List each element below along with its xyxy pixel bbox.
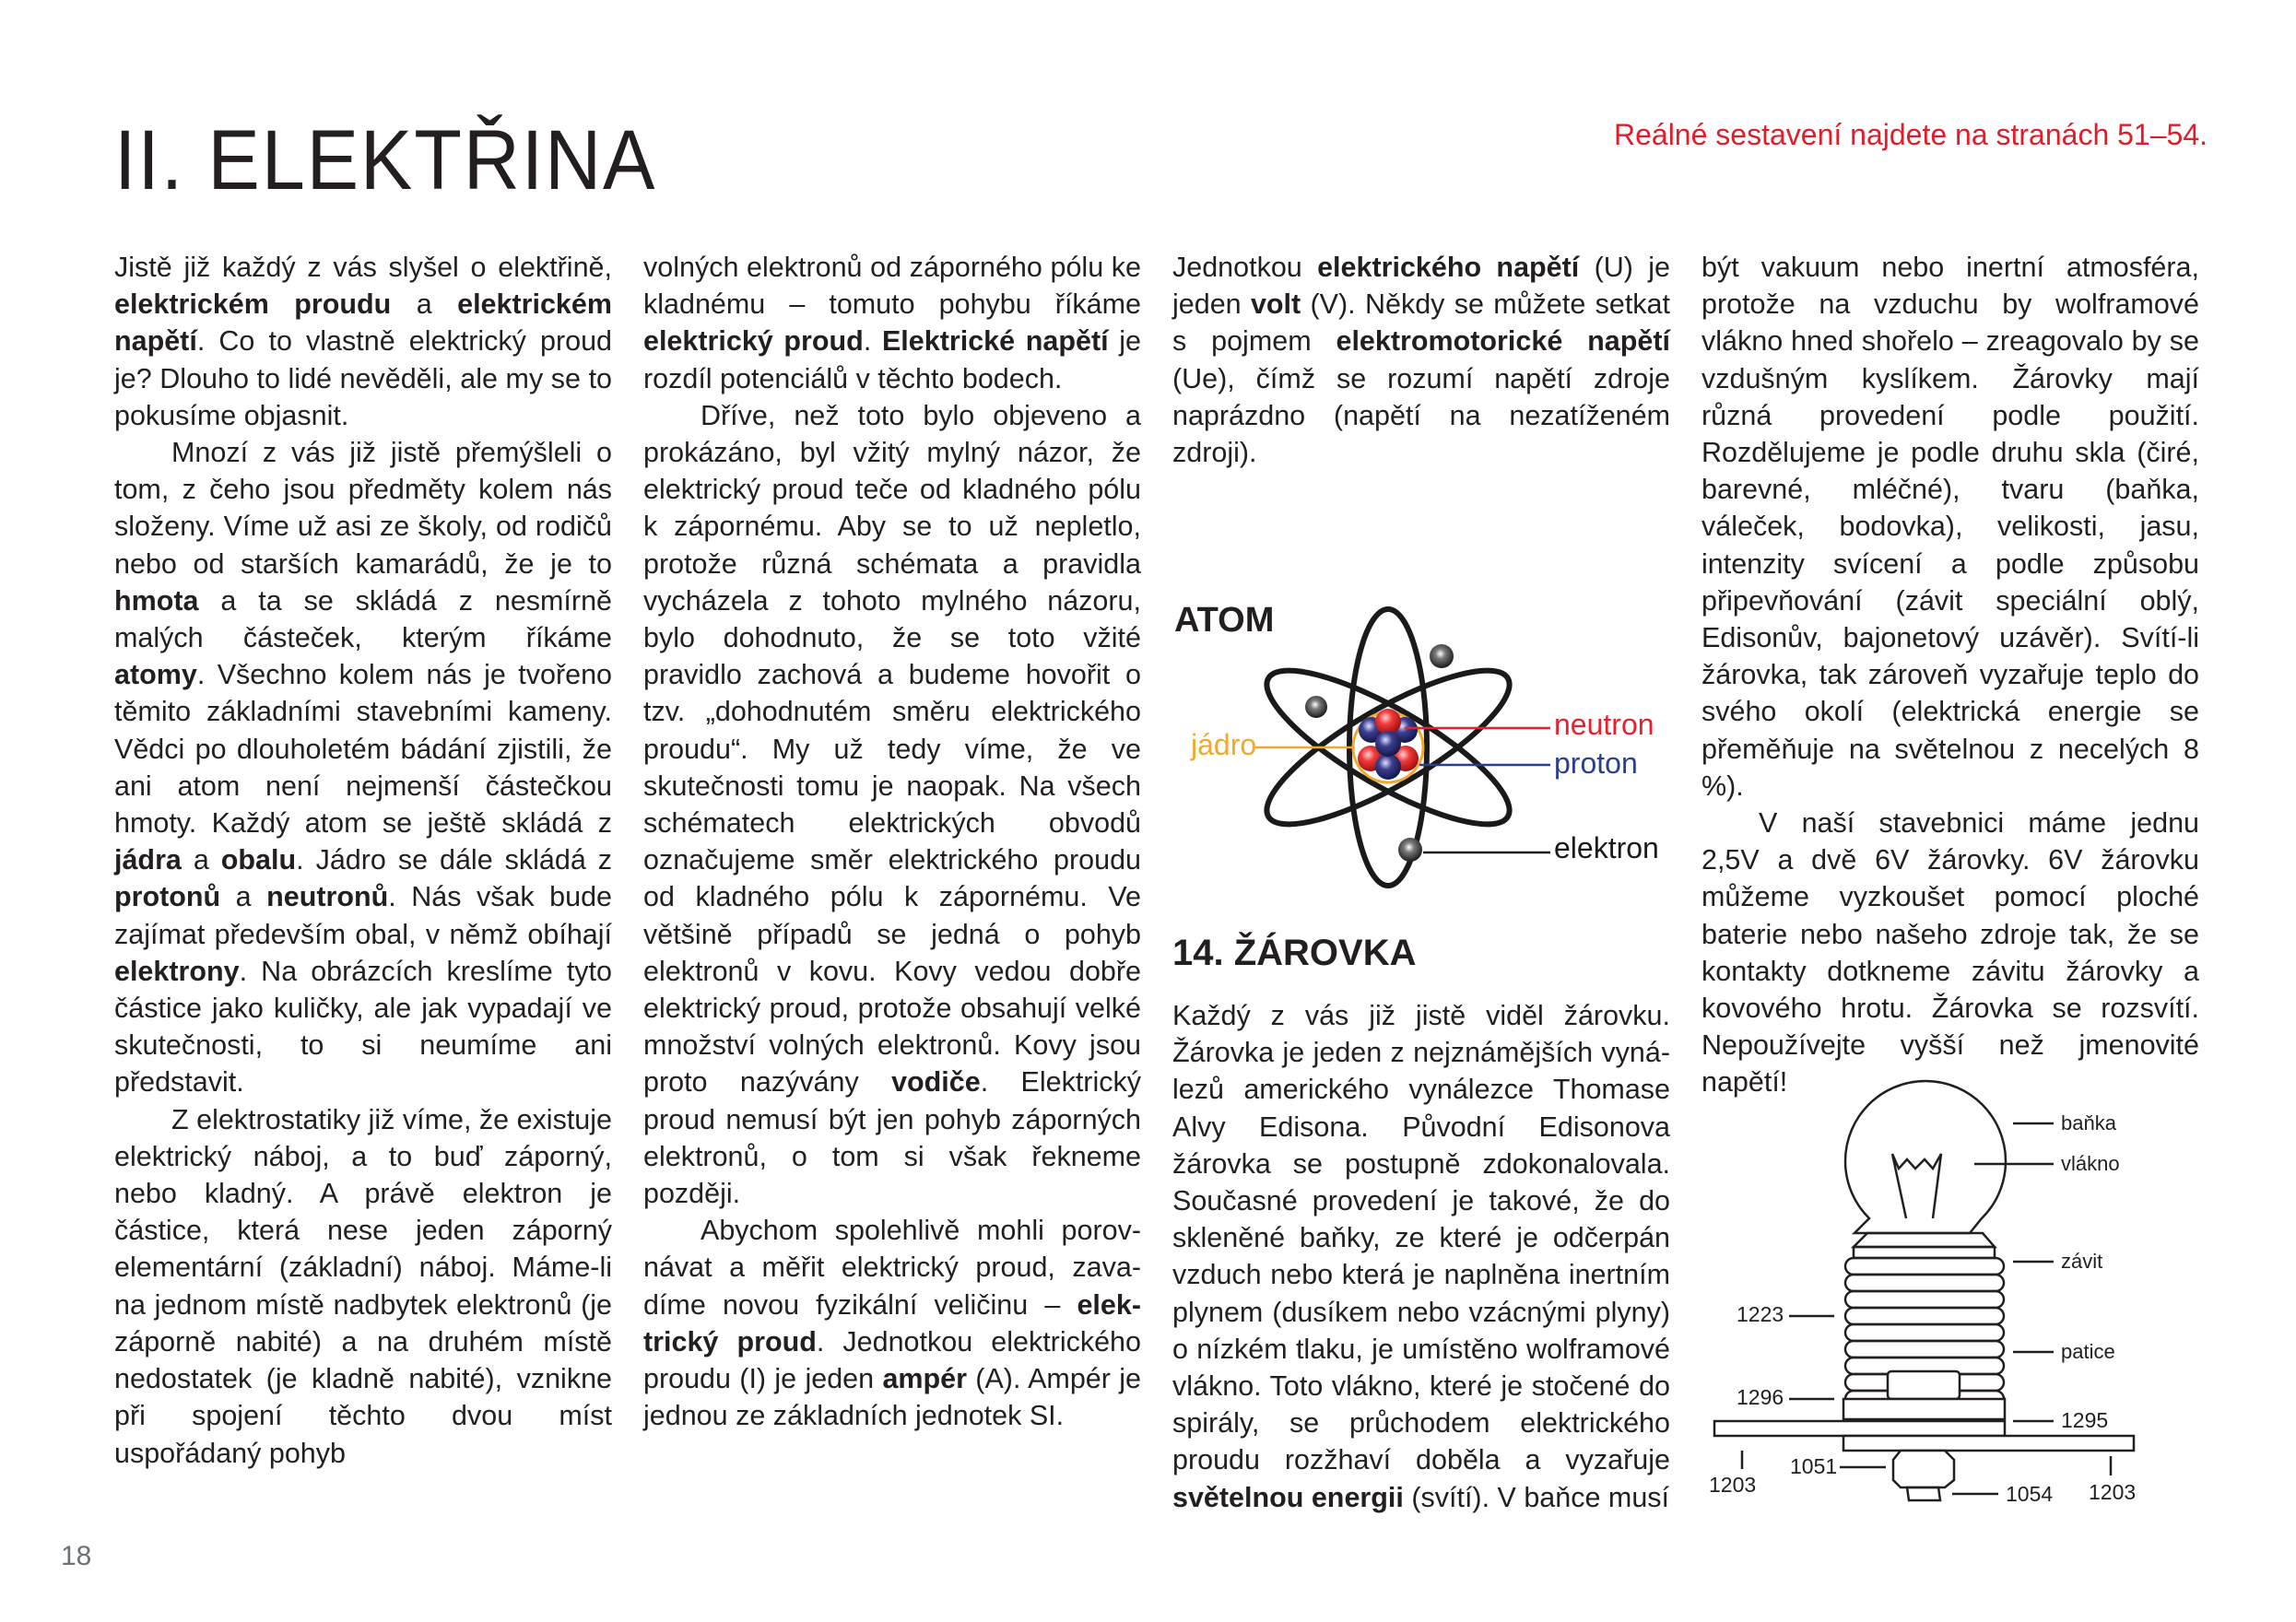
assembly-page-note: Reálné sestavení najdete na stranách 51–54. [1613, 118, 2208, 151]
part-number: 1203 [2089, 1480, 2137, 1504]
part-number: 1054 [2006, 1482, 2054, 1506]
neutron-label: neutron [1554, 708, 1654, 741]
part-number: 1051 [1790, 1454, 1838, 1478]
paragraph: volných elektronů od záporného pólu ke kladnému – tomuto pohybu říkáme elektrický proud. Elektrické napětí je rozdíl potenciálů v těchto bodech. [643, 252, 1142, 394]
nucleus-label: jádro [1191, 728, 1257, 761]
part-number: 1223 [1737, 1302, 1784, 1326]
electron-icon [1398, 838, 1422, 862]
bulb-glass-label: baňka [2061, 1111, 2116, 1134]
proton-label: proton [1554, 746, 1638, 780]
paragraph: V naší stavebnici máme jednu 2,5V a dvě 6V žárovky. 6V žárovku můžeme vyzkoušet pomocí ploché baterie nebo našeho zdroje tak, že se kontakty dotkneme závitu žárovky a kovového hrotu. Žárovka se rozsvítí. Nepoužívejte vyšší než jmenovité napětí! [1701, 807, 2199, 1099]
bulb-illustration [1696, 1051, 2212, 1530]
paragraph: být vakuum nebo inertní atmosféra, protože na vzduchu by wolframové vlákno hned shořelo – zreagovalo by se vzdušným kyslíkem. Žárovky mají různá provedení podle použití. Rozdělujeme je podle druhu skla (čiré, barevné, mléčné), tvaru (baňka, váleček, bodovka), velikosti, jasu, intenzity svícení a podle způsobu připevňování (závit speciální oblý, Edisonův, bajonetový uzávěr). Svítí-li žárovka, tak zároveň vyzařuje teplo do svého okolí (elektrická energie se přeměňuje na světelnou z necelých 8 %). [1701, 252, 2199, 802]
electron-icon [1305, 696, 1327, 718]
filament-label: vlákno [2061, 1152, 2120, 1175]
text-column-2 [643, 249, 1141, 1435]
section-heading: 14. ŽÁROVKA [1172, 933, 1417, 973]
paragraph: Jistě již každý z vás slyšel o elektřině, elektrickém proudu a elektrickém napětí. Co to vlastně elektrický proud je? Dlouho to lidé nevěděli, ale my se to pokusíme objasnit. [114, 252, 612, 431]
base-label: patice [2061, 1340, 2115, 1363]
page-number: 18 [61, 1541, 92, 1571]
paragraph: Každý z vás již jistě viděl žárovku. Žárovka je jeden z nejznámějších vynálezů amerického vynálezce Thomase Alvy Edisona. Původní Edisonova žárovka se postupně zdokonalovala. Současné provedení je takové, že do skleněné baňky, ze které je odčerpán vzduch nebo která je naplněna inertním plynem (dusíkem nebo vzácnými plyny) o nízkém tlaku, je umístěno wolframové vlákno. Toto vlákno, které je stočené do spirály, se průchodem elektrického proudu rozžhaví doběla a vyzařuje světelnou energii (svítí). V baňce musí [1172, 1000, 1670, 1513]
bulb-diagram [1696, 1051, 2212, 1530]
part-number: 1203 [1709, 1473, 1757, 1497]
electron-label: elektron [1554, 831, 1659, 864]
text-column-4 [1701, 249, 2199, 1101]
paragraph: Dříve, než toto bylo objeveno a prokázáno, byl vžitý mylný názor, že elektrický proud teče od kladného pólu k zápornému. Aby se to už nepletlo, protože různá schémata a pravidla vycházela z tohoto mylného názoru, bylo dohodnuto, že se toto vžité pravidlo zachová a budeme hovořit o tzv. „dohodnutém směru elektrického proudu“. My už tedy víme, že ve skutečnosti tomu je naopak. Na všech schématech elektrických obvodů označujeme směr elektrického proudu od kladného pólu k zápornému. Ve většině případů se jedná o pohyb elektronů v kovu. Kovy vedou dobře elektrický proud, protože obsahují velké množství volných elektronů. Kovy jsou proto nazývány vodiče. Elektrický proud nemusí být jen pohyb záporných elektronů, o tom si však řekneme později. [643, 399, 1141, 1210]
text-column-3 [1172, 249, 1670, 471]
electron-icon [1430, 644, 1454, 668]
part-number: 1296 [1737, 1385, 1784, 1409]
atom-diagram-title: ATOM [1174, 601, 1275, 640]
text-column-1 [114, 249, 612, 1472]
chapter-title: II. ELEKTŘINA [114, 113, 657, 207]
paragraph: Mnozí z vás již jistě přemýšleli o tom, z čeho jsou předměty kolem nás složeny. Víme už asi ze školy, od rodičů nebo od starších kamarádů, že je to hmota a ta se skládá z nesmírně malých částeček, kterým říkáme atomy. Všechno kolem nás je tvořeno těmito základními stavebními kameny. Vědci po dlouholetém bádání zjistili, že ani atom není nejmenší částečkou hmoty. Každý atom se ještě skládá z jádra a obalu. Jádro se dále skládá z protonů a neutronů. Nás však bude zajímat především obal, v němž obíhají elektrony. Na obrázcích kreslíme tyto částice jako kuličky, ale jak vypadají ve skutečnosti, to si neumíme ani představit. [114, 437, 612, 1099]
text-column-3-continued [1172, 997, 1670, 1516]
paragraph: Z elektrostatiky již víme, že existuje elektrický náboj, a to buď záporný, nebo kladný. A právě elektron je částice, která nese jeden záporný elementární (základní) náboj. Máme-li na jednom místě nadbytek elektronů (je záporně nabité) a na druhém místě nedostatek (je kladně nabité), vznikne při spojení těchto dvou míst uspořádaný pohyb [114, 1103, 612, 1469]
part-number: 1295 [2061, 1408, 2109, 1432]
atom-diagram [1172, 590, 1689, 894]
thread-label: závit [2061, 1250, 2103, 1273]
paragraph: Abychom spolehlivě mohli porovnávat a měřit elektrický proud, zavadíme novou fyzikální veličinu – elektrický proud. Jednotkou elektrického proudu (I) je jeden ampér (A). Ampér je jednou ze základních jednotek SI. [643, 1215, 1141, 1432]
paragraph: Jednotkou elektrického napětí (U) je jeden volt (V). Někdy se můžete setkat s pojmem elektromotorické napětí (Ue), čímž se rozumí napětí zdroje naprázdno (napětí na nezatíženém zdroji). [1172, 252, 1671, 469]
